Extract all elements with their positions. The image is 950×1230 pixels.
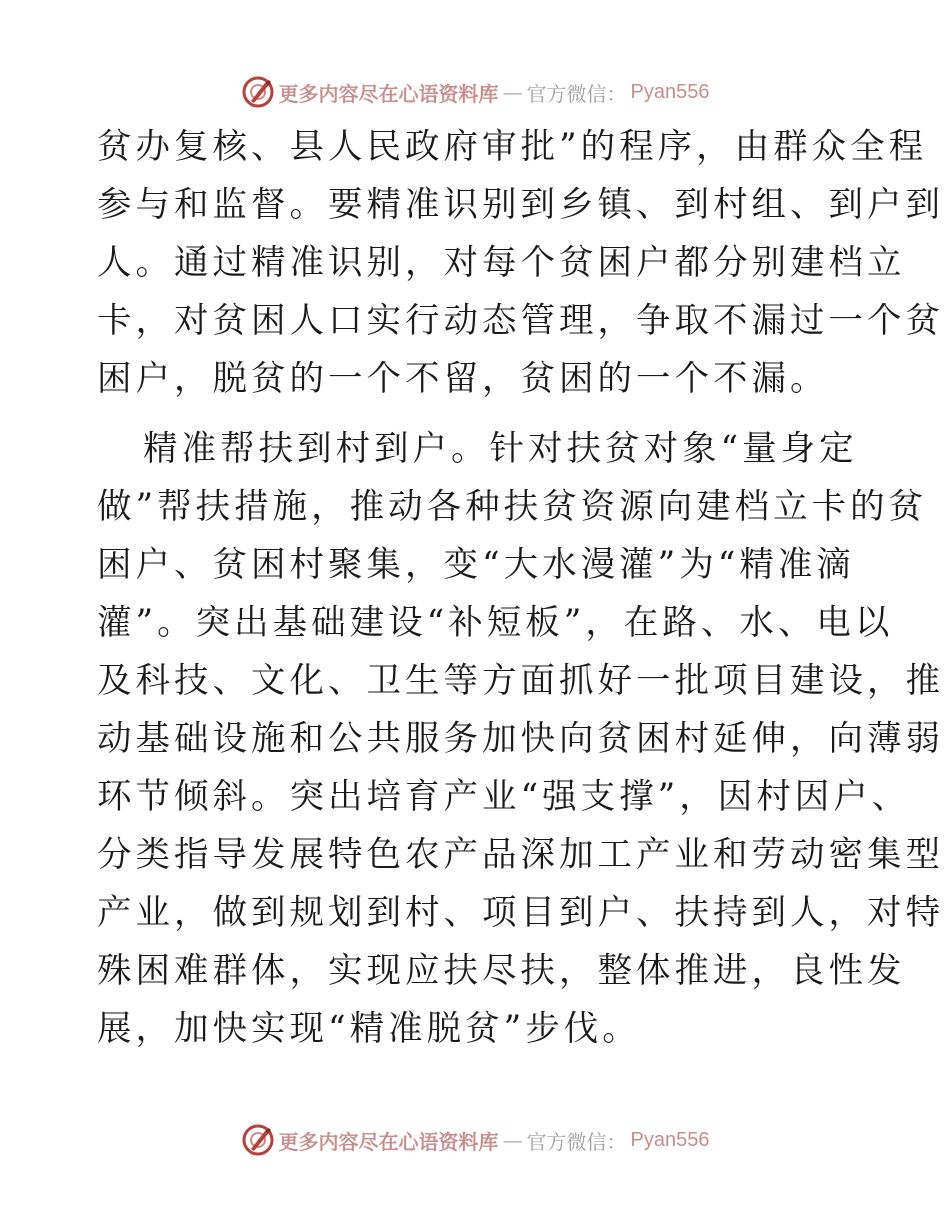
paragraph-1 xyxy=(97,118,944,408)
paragraph-gap xyxy=(97,408,857,420)
header-banner xyxy=(0,72,950,112)
banner-wechat-handle: Pyan556 xyxy=(630,1128,710,1151)
banner-promo-text: 更多内容尽在心语资料库 xyxy=(278,1129,499,1154)
banner-dash: — xyxy=(502,80,523,104)
text-line: 展，加快实现“精准脱贫”步伐。 xyxy=(97,1009,641,1049)
banner-dash: — xyxy=(502,1128,523,1152)
text-line: 动基础设施和公共服务加快向贫困村延伸，向薄弱 xyxy=(97,719,944,759)
text-line: 及科技、文化、卫生等方面抓好一批项目建设，推 xyxy=(97,661,944,701)
text-line: 环节倾斜。突出培育产业“强支撑”，因村因户、 xyxy=(97,777,911,817)
paragraph-2 xyxy=(97,420,944,1058)
brand-logo-icon xyxy=(241,1123,275,1157)
text-line: 困户、贫困村聚集，变“大水漫灌”为“精准滴 xyxy=(97,545,855,585)
text-line: 灌”。突出基础建设“补短板”，在路、水、电以 xyxy=(97,603,894,643)
text-line: 困户，脱贫的一个不留，贫困的一个不漏。 xyxy=(97,359,829,399)
text-line: 卡，对贫困人口实行动态管理，争取不漏过一个贫 xyxy=(97,301,944,341)
banner-wechat-label: 官方微信： xyxy=(526,81,627,106)
text-line: 贫办复核、县人民政府审批”的程序，由群众全程 xyxy=(97,127,928,167)
document-body xyxy=(97,118,944,1058)
banner-promo-text: 更多内容尽在心语资料库 xyxy=(278,81,499,106)
text-line: 殊困难群体，实现应扶尽扶，整体推进，良性发 xyxy=(97,951,906,991)
text-line: 人。通过精准识别，对每个贫困户都分别建档立 xyxy=(97,243,906,283)
text-line: 参与和监督。要精准识别到乡镇、到村组、到户到 xyxy=(97,185,944,225)
text-line: 做”帮扶措施，推动各种扶贫资源向建档立卡的贫 xyxy=(97,487,928,527)
banner-wechat-handle: Pyan556 xyxy=(630,80,710,103)
brand-logo-icon xyxy=(241,75,275,109)
footer-banner xyxy=(0,1120,950,1160)
text-line: 精准帮扶到村到户。针对扶贫对象“量身定 xyxy=(143,429,858,469)
text-line: 分类指导发展特色农产品深加工产业和劳动密集型 xyxy=(97,835,944,875)
banner-wechat-label: 官方微信： xyxy=(526,1129,627,1154)
text-line: 产业，做到规划到村、项目到户、扶持到人，对特 xyxy=(97,893,944,933)
